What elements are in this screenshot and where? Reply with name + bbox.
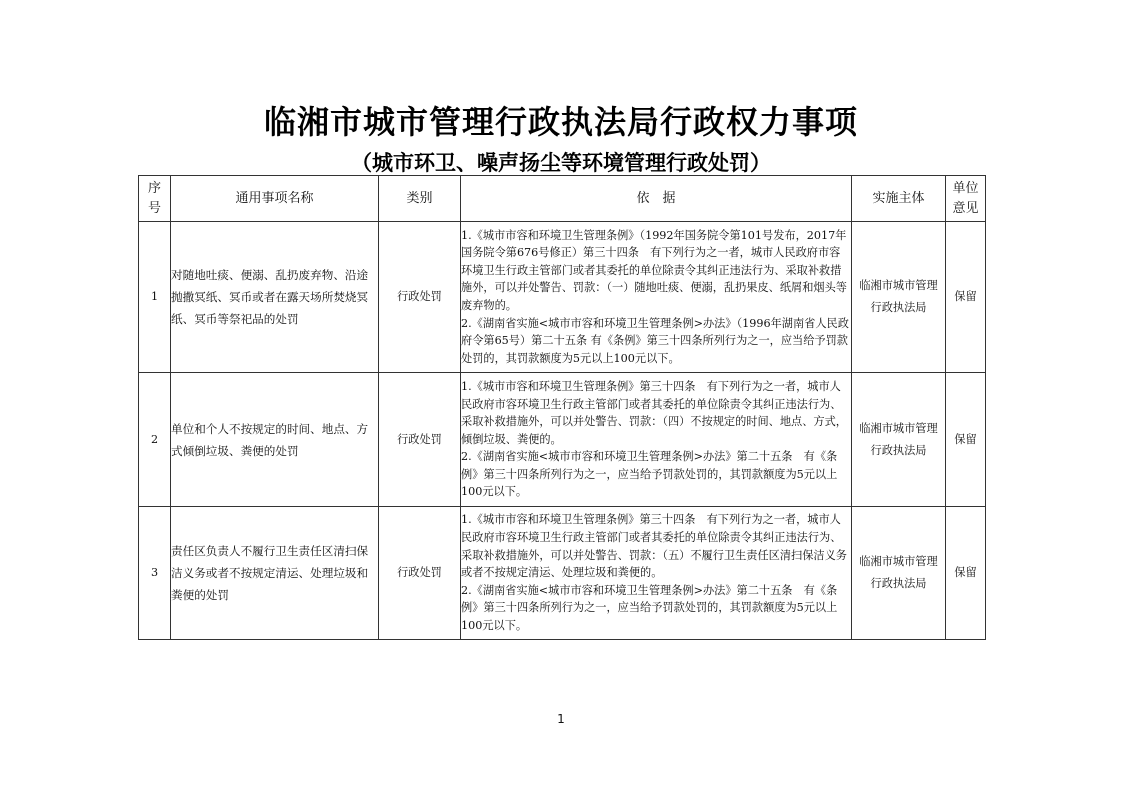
page-number: 1 bbox=[557, 712, 565, 726]
org-line2: 行政执法局 bbox=[870, 301, 927, 314]
basis-clause: 2.《湖南省实施<城市市容和环境卫生管理条例>办法》第二十五条 有《条例》第三十四条所列行为之一，应当给予罚款处罚的，其罚款额度为5元以上100元以下。 bbox=[461, 450, 838, 499]
row-opinion: 保留 bbox=[946, 222, 986, 373]
power-items-table bbox=[138, 175, 986, 640]
document-subtitle: （城市环卫、噪声扬尘等环境管理行政处罚） bbox=[351, 150, 771, 175]
basis-clause: 1.《城市市容和环境卫生管理条例》第三十四条 有下列行为之一者，城市人民政府市容环境卫生行政主管部门或者其委托的单位除责令其纠正违法行为、采取补救措施外，可以并处警告、罚款：（五）不履行卫生责任区清扫保洁义务或者不按规定清运、处理垃圾和粪便的。 bbox=[461, 513, 847, 580]
row-seq: 2 bbox=[139, 373, 171, 507]
row-item-name: 对随地吐痰、便溺、乱扔废弃物、沿途抛撒冥纸、冥币或者在露天场所焚烧冥纸、冥币等祭祀品的处罚 bbox=[171, 222, 379, 373]
row-org bbox=[852, 373, 946, 507]
header-opinion bbox=[946, 176, 986, 222]
row-category: 行政处罚 bbox=[379, 222, 461, 373]
row-category: 行政处罚 bbox=[379, 373, 461, 507]
basis-clause: 2.《湖南省实施<城市市容和环境卫生管理条例>办法》（1996年湖南省人民政府令第65号）第二十五条 有《条例》第三十四条所列行为之一，应当给予罚款处罚的，其罚款额度为5元以上100元以下。 bbox=[461, 316, 849, 365]
header-opinion-line1: 单位 bbox=[952, 180, 979, 196]
header-seq-line1: 序 bbox=[147, 180, 161, 196]
header-category: 类别 bbox=[379, 176, 461, 222]
document-title: 临湘市城市管理行政执法局行政权力事项 bbox=[263, 103, 858, 141]
table-row bbox=[139, 507, 986, 640]
row-item-name: 责任区负责人不履行卫生责任区清扫保洁义务或者不按规定清运、处理垃圾和粪便的处罚 bbox=[171, 507, 379, 640]
row-seq: 1 bbox=[139, 222, 171, 373]
row-basis bbox=[461, 222, 852, 373]
basis-clause: 1.《城市市容和环境卫生管理条例》第三十四条 有下列行为之一者，城市人民政府市容环境卫生行政主管部门或者其委托的单位除责令其纠正违法行为、采取补救措施外，可以并处警告、罚款：（四）不按规定的时间、地点、方式，倾倒垃圾、粪便的。 bbox=[461, 379, 847, 446]
row-org bbox=[852, 222, 946, 373]
header-basis: 依 据 bbox=[461, 176, 852, 222]
header-seq-line2: 号 bbox=[147, 200, 161, 216]
org-line2: 行政执法局 bbox=[870, 577, 927, 590]
basis-clause: 2.《湖南省实施<城市市容和环境卫生管理条例>办法》第二十五条 有《条例》第三十四条所列行为之一，应当给予罚款处罚的，其罚款额度为5元以上100元以下。 bbox=[461, 583, 838, 632]
table-row bbox=[139, 222, 986, 373]
table-row bbox=[139, 373, 986, 507]
org-line1: 临湘市城市管理 bbox=[859, 279, 938, 292]
header-seq bbox=[139, 176, 171, 222]
row-basis bbox=[461, 507, 852, 640]
row-seq: 3 bbox=[139, 507, 171, 640]
org-line2: 行政执法局 bbox=[870, 443, 927, 457]
row-item-name: 单位和个人不按规定的时间、地点、方式倾倒垃圾、粪便的处罚 bbox=[171, 373, 379, 507]
row-org bbox=[852, 507, 946, 640]
header-org: 实施主体 bbox=[852, 176, 946, 222]
header-opinion-line2: 意见 bbox=[952, 200, 979, 216]
org-line1: 临湘市城市管理 bbox=[859, 421, 938, 435]
row-category: 行政处罚 bbox=[379, 507, 461, 640]
row-opinion: 保留 bbox=[946, 373, 986, 507]
org-line1: 临湘市城市管理 bbox=[859, 555, 938, 568]
row-basis bbox=[461, 373, 852, 507]
table-header-row bbox=[139, 176, 986, 222]
basis-clause: 1.《城市市容和环境卫生管理条例》（1992年国务院令第101号发布，2017年国务院令第676号修正）第三十四条 有下列行为之一者，城市人民政府市容环境卫生行政主管部门或者其委托的单位除责令其纠正违法行为、采取补救措施外，可以并处警告、罚款：（一）随地吐痰、便溺，乱扔果皮、纸屑和烟头等废弃物的。 bbox=[461, 228, 847, 312]
header-name: 通用事项名称 bbox=[171, 176, 379, 222]
row-opinion: 保留 bbox=[946, 507, 986, 640]
